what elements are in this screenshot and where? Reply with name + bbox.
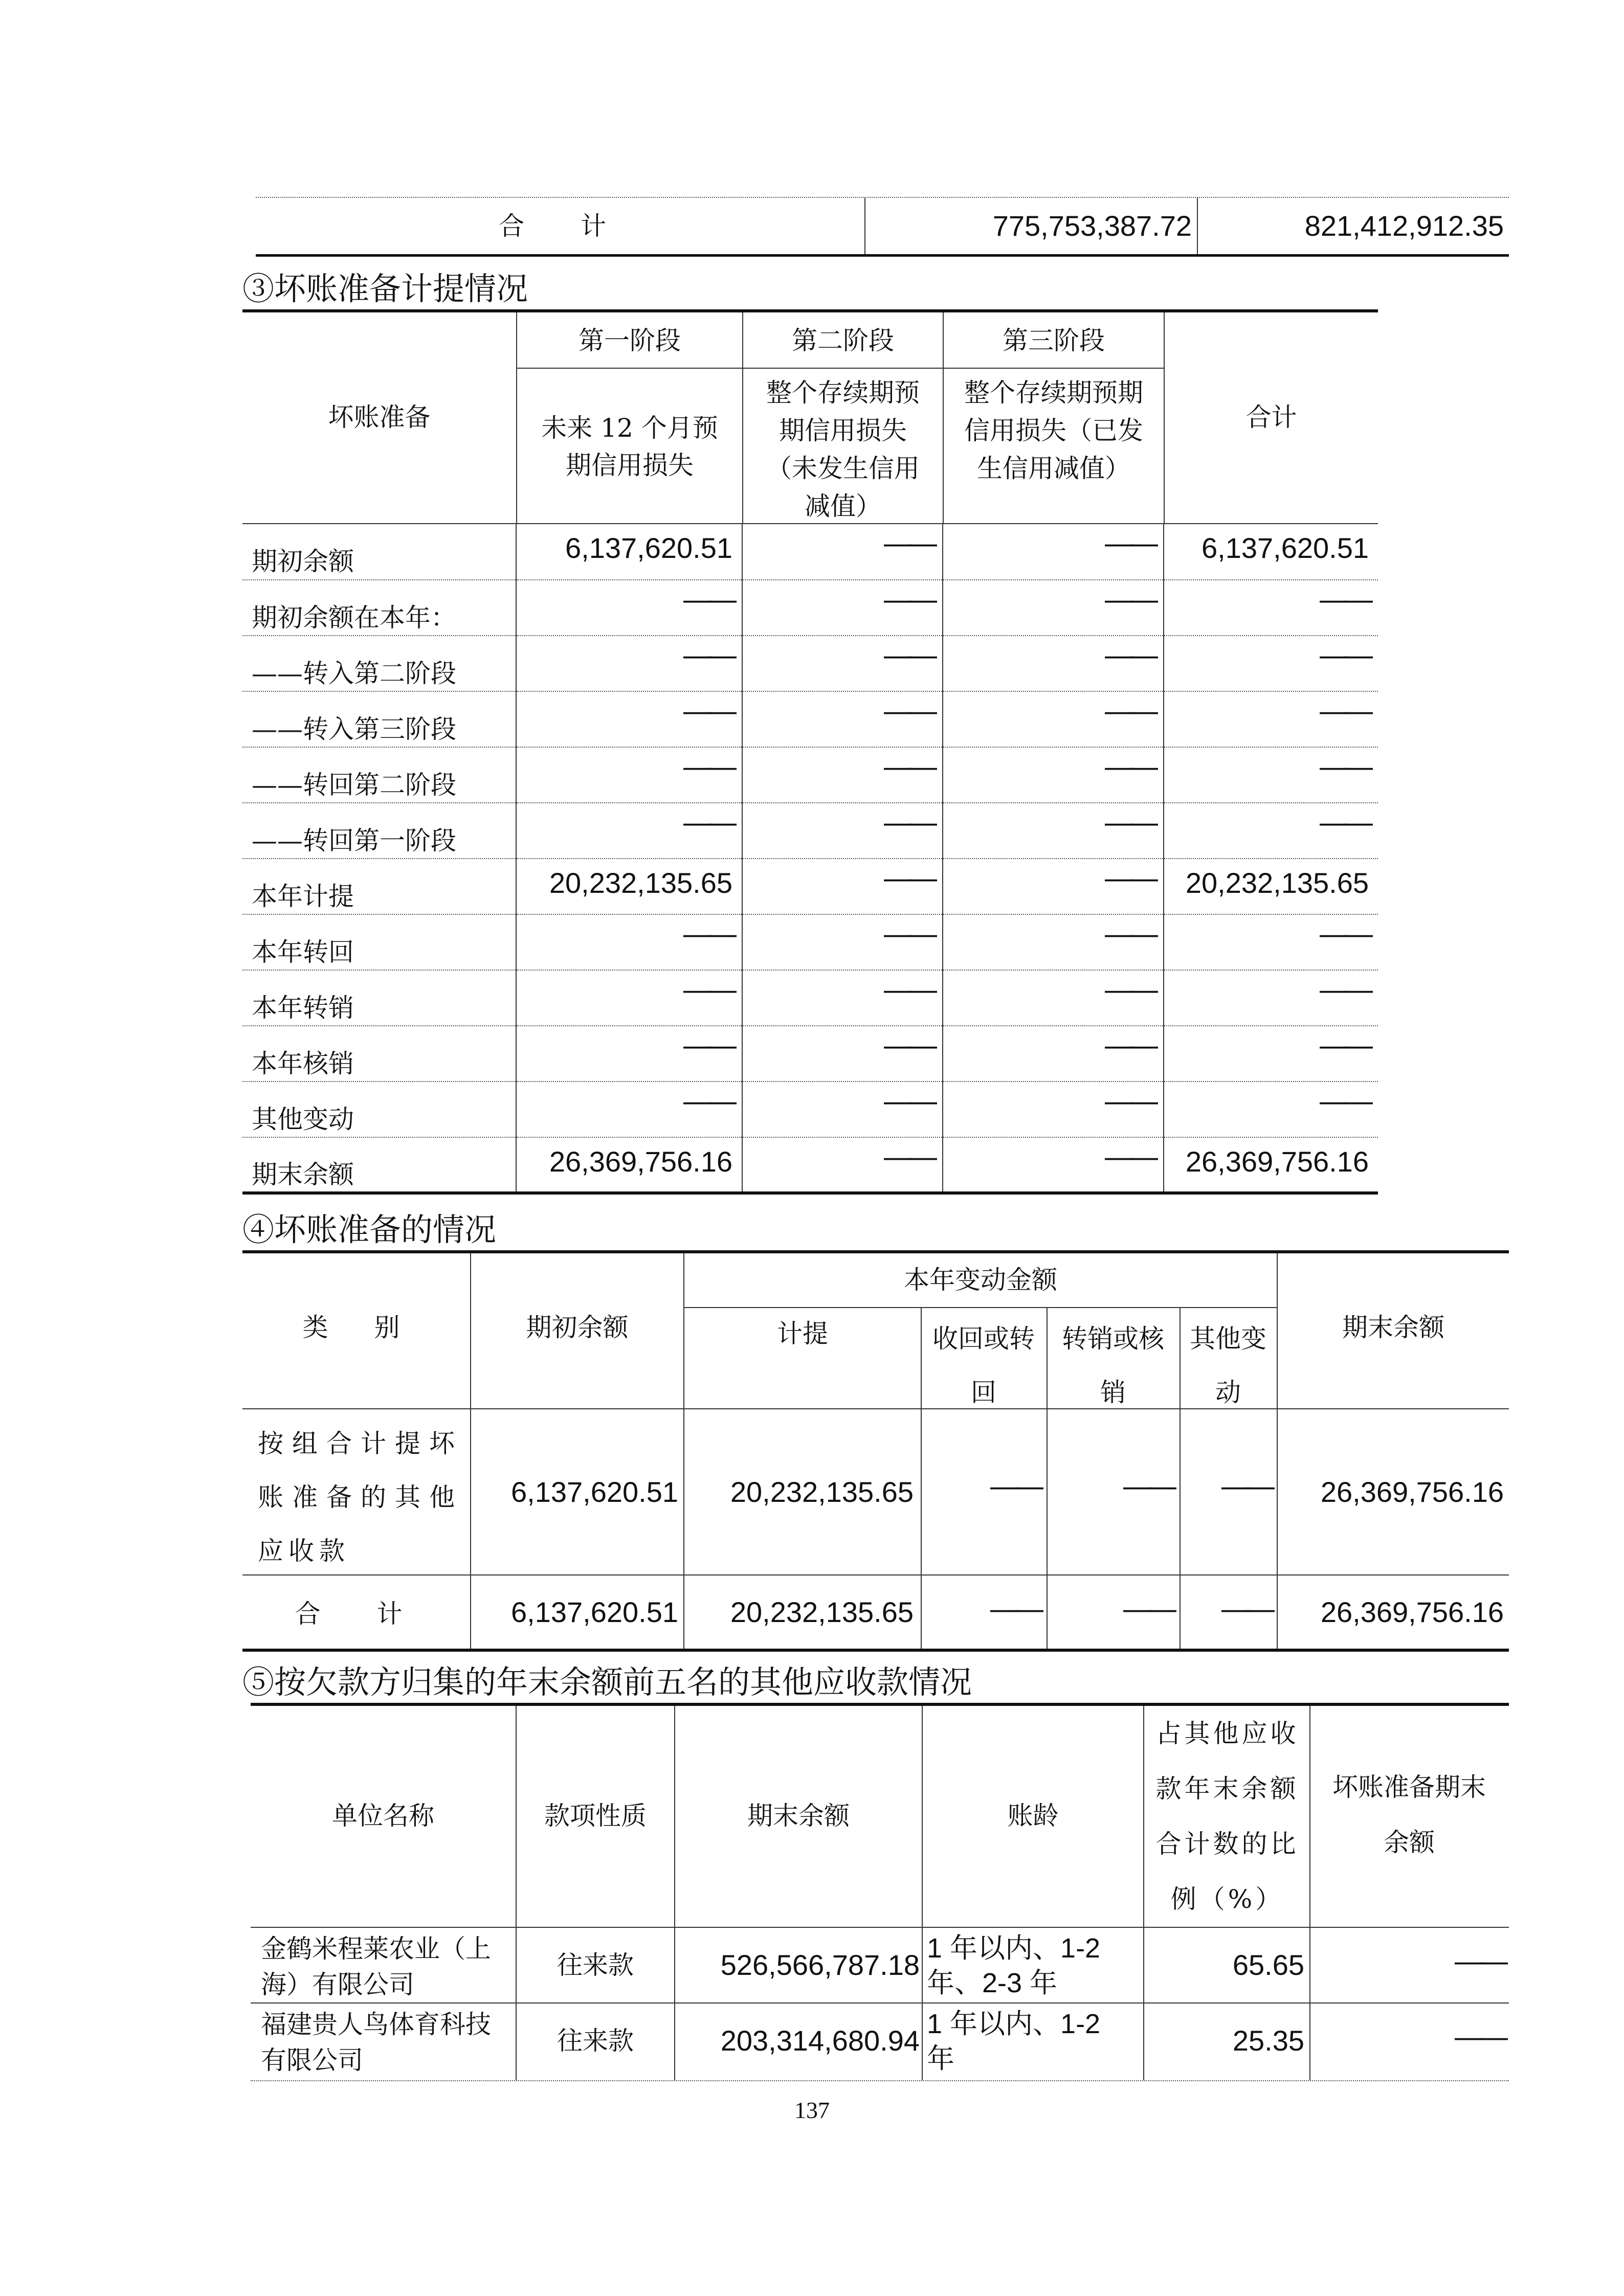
stage3-value: ——	[943, 970, 1164, 1026]
table-row	[242, 636, 1378, 691]
total-value: ——	[1164, 636, 1378, 691]
stage2-value: ——	[742, 914, 943, 970]
stage2-value: ——	[742, 524, 943, 580]
section5-row1-nature: 往来款	[557, 1950, 634, 1980]
section4-header-provision: 计提	[777, 1319, 828, 1348]
section5-row1-provision: ——	[1455, 1945, 1504, 1977]
stage1-value: ——	[516, 691, 742, 747]
total-value: ——	[1164, 803, 1378, 859]
section5-header-name: 单位名称	[332, 1801, 434, 1831]
section3-header-stage3-desc: 整个存续期预期信用损失（已发生信用减值）	[964, 378, 1143, 483]
row-label: 期初余额在本年：	[242, 580, 516, 636]
stage3-value: ——	[943, 524, 1164, 580]
section4-row1-other: ——	[1221, 1470, 1271, 1502]
stage2-value: ——	[742, 970, 943, 1026]
section5-row1-aging: 1 年以内、1-2 年、2-3 年	[927, 1933, 1101, 1998]
section4-heading: ④坏账准备的情况	[242, 1211, 497, 1248]
table-row	[242, 524, 1378, 580]
stage1-value: ——	[516, 970, 742, 1026]
table-row	[242, 859, 1378, 914]
section4-header-closing: 期末余额	[1342, 1313, 1444, 1342]
stage1-value: ——	[516, 1082, 742, 1137]
total-value: ——	[1164, 691, 1378, 747]
section4-row1-closing: 26,369,756.16	[1320, 1476, 1504, 1508]
stage3-value: ——	[943, 636, 1164, 691]
stage2-value: ——	[742, 1082, 943, 1137]
total-value: ——	[1164, 914, 1378, 970]
section4-row1-opening: 6,137,620.51	[511, 1476, 678, 1508]
stage2-value: ——	[742, 803, 943, 859]
stage1-value: ——	[516, 914, 742, 970]
section4-row1-writeoff: ——	[1123, 1470, 1172, 1502]
section3-header-stage2: 第二阶段	[743, 312, 943, 369]
stage2-value: ——	[742, 859, 943, 914]
stage1-value: 20,232,135.65	[516, 859, 742, 914]
total-value: ——	[1164, 747, 1378, 803]
section5-heading: ⑤按欠款方归集的年末余额前五名的其他应收款情况	[242, 1663, 972, 1701]
section4-header-other: 其他变动	[1190, 1324, 1266, 1407]
section5-header-nature: 款项性质	[544, 1801, 647, 1831]
section4-header-recovery: 收回或转回	[932, 1324, 1035, 1407]
section5-row2-ratio: 25.35	[1232, 2024, 1304, 2057]
section4-row1-provision: 20,232,135.65	[730, 1476, 914, 1508]
section4-row2-writeoff: ——	[1123, 1592, 1172, 1625]
section4-header-writeoff: 转销或核销	[1062, 1324, 1164, 1407]
section4-table	[242, 1250, 1509, 1652]
table-row	[242, 1137, 1378, 1193]
page-number: 137	[794, 2097, 830, 2123]
section3-header-stage3: 第三阶段	[944, 312, 1164, 369]
total-value: 20,232,135.65	[1164, 859, 1378, 914]
table-row	[242, 580, 1378, 636]
stage3-value: ——	[943, 859, 1164, 914]
table-row	[242, 914, 1378, 970]
stage3-value: ——	[943, 914, 1164, 970]
row-label: 其他变动	[242, 1082, 516, 1137]
section3-header	[242, 309, 1378, 524]
table-row	[242, 1026, 1378, 1082]
row-label: 期末余额	[242, 1137, 516, 1193]
section5-header-ratio: 占其他应收款年末余额合计数的比例（%）	[1155, 1719, 1299, 1914]
section5-row2-nature: 往来款	[557, 2026, 634, 2056]
stage2-value: ——	[742, 580, 943, 636]
total-value: ——	[1164, 1026, 1378, 1082]
top-total-value-1: 775,753,387.72	[992, 210, 1192, 242]
section3-header-stage1: 第一阶段	[517, 312, 742, 369]
section3-body	[242, 524, 1378, 1195]
stage3-value: ——	[943, 803, 1164, 859]
table-row	[242, 691, 1378, 747]
section4-row1-recovery: ——	[990, 1470, 1039, 1502]
section4-row2-other: ——	[1221, 1592, 1271, 1625]
stage1-value: ——	[516, 803, 742, 859]
section3-header-row-label: 坏账准备	[328, 402, 431, 432]
stage3-value: ——	[943, 1082, 1164, 1137]
section3-heading: ③坏账准备计提情况	[242, 270, 528, 307]
row-label: 期初余额	[242, 524, 516, 580]
section4-header-category: 类 别	[302, 1313, 410, 1342]
stage1-value: ——	[516, 580, 742, 636]
section4-header-change-group: 本年变动金额	[904, 1265, 1057, 1295]
section3-header-total: 合计	[1245, 402, 1297, 432]
stage1-value: 6,137,620.51	[516, 524, 742, 580]
row-label: 本年计提	[242, 859, 516, 914]
stage2-value: ——	[742, 1137, 943, 1193]
section5-row2-provision: ——	[1455, 2020, 1504, 2053]
row-label: 本年转销	[242, 970, 516, 1026]
total-value: 6,137,620.51	[1164, 524, 1378, 580]
stage1-value: ——	[516, 636, 742, 691]
row-label: ——转回第一阶段	[242, 803, 516, 859]
section5-header-aging: 账龄	[1007, 1801, 1059, 1831]
section5-header-balance: 期末余额	[747, 1801, 850, 1831]
section5-row2-name: 福建贵人鸟体育科技有限公司	[261, 2010, 491, 2075]
section5-header-provision: 坏账准备期末余额	[1332, 1772, 1486, 1857]
stage3-value: ——	[943, 1137, 1164, 1193]
top-total-label: 合 计	[499, 211, 621, 241]
table-row	[242, 803, 1378, 859]
top-total-value-2: 821,412,912.35	[1304, 210, 1504, 242]
section5-table	[251, 1703, 1509, 2081]
section4-row1-category: 按组合计提坏账准备的其他应收款	[258, 1429, 460, 1566]
stage1-value: ——	[516, 1026, 742, 1082]
stage2-value: ——	[742, 747, 943, 803]
section3-header-stage2-desc: 整个存续期预期信用损失（未发生信用减值）	[766, 378, 920, 521]
section4-row2-closing: 26,369,756.16	[1320, 1596, 1504, 1628]
row-label: 本年转回	[242, 914, 516, 970]
table-row	[242, 970, 1378, 1026]
total-value: ——	[1164, 970, 1378, 1026]
section4-row2-provision: 20,232,135.65	[730, 1596, 914, 1628]
stage3-value: ——	[943, 580, 1164, 636]
row-label: 本年核销	[242, 1026, 516, 1082]
section3-header-stage1-desc: 未来 12 个月预期信用损失	[541, 413, 718, 480]
section5-row2-balance: 203,314,680.94	[720, 2024, 920, 2057]
table-row	[242, 747, 1378, 803]
stage2-value: ——	[742, 1026, 943, 1082]
stage3-value: ——	[943, 1026, 1164, 1082]
total-value: ——	[1164, 1082, 1378, 1137]
stage2-value: ——	[742, 636, 943, 691]
total-value: 26,369,756.16	[1185, 1145, 1369, 1178]
stage2-value: ——	[742, 691, 943, 747]
stage1-value: ——	[516, 747, 742, 803]
section5-row1-balance: 526,566,787.18	[720, 1949, 920, 1981]
table-row	[242, 1082, 1378, 1137]
top-total-row	[256, 197, 1509, 257]
section4-row2-opening: 6,137,620.51	[511, 1596, 678, 1628]
section4-row2-category: 合 计	[295, 1599, 418, 1629]
stage1-value: 26,369,756.16	[516, 1137, 742, 1193]
row-label: ——转入第三阶段	[242, 691, 516, 747]
total-value: ——	[1164, 580, 1378, 636]
row-label: ——转入第二阶段	[242, 636, 516, 691]
section5-row2-aging: 1 年以内、1-2 年	[927, 2009, 1101, 2074]
stage3-value: ——	[943, 747, 1164, 803]
section5-row1-ratio: 65.65	[1232, 1949, 1304, 1981]
section4-row2-recovery: ——	[990, 1592, 1039, 1625]
section5-row1-name: 金鹤米程莱农业（上海）有限公司	[261, 1934, 491, 1999]
row-label: ——转回第二阶段	[242, 747, 516, 803]
stage3-value: ——	[943, 691, 1164, 747]
section4-header-opening: 期初余额	[526, 1313, 629, 1342]
